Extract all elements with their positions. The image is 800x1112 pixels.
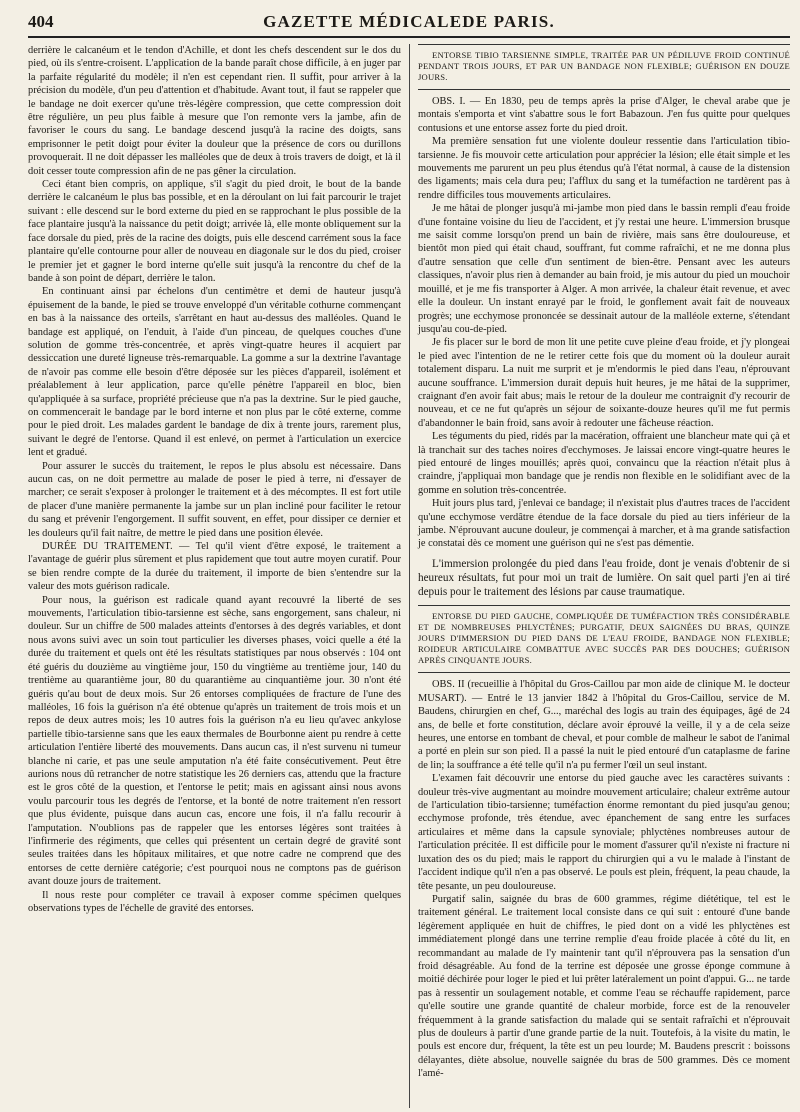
paragraph: Il nous reste pour compléter ce travail à exposer comme spécimen quelques observations types de l'échelle de gravité des entorses. bbox=[28, 889, 401, 914]
case-1-heading: ENTORSE TIBIO TARSIENNE SIMPLE, TRAITÉE PAR UN PÉDILUVE FROID CONTINUÉ PENDANT TROIS JOURS, ET PAR UN BANDAGE NON FLEXIBLE; GUÉRISON EN DOUZE JOURS. bbox=[418, 50, 790, 82]
paragraph: En continuant ainsi par échelons d'un centimètre et demi de hauteur jusqu'à épuisement de la bande, le pied se trouve enveloppé d'un véritable cothurne commençant en bas à la naissance des orteils, s'arrêtant en haut au-dessus des malléoles. Quand le bandage est appliqué, on l'enduit, à l'aide d'un pinceau, de quelques couches d'une solution de gomme très-concentrée, et après vingt-quatre heures il acquiert par dessiccation une dureté ligneuse très-remarquable. La gomme a sur la dextrine l'avantage de n'avoir pas comme elle besoin d'être déposée sur les pièces d'appareil, isolément et préalablement à leur application, parce qu'elle pénètre l'appareil en bloc, bien qu'appliquée à sa surface, propriété précieuse que n'a pas la dextrine. Sur le pied gauche, on commencerait le bandage par le bord interne et non plus par le côté externe, comme pour le pied droit. Les malades gardent le bandage de dix à trente jours, rarement plus, suivant le degré de l'entorse. Quand il est enlevé, on permet à l'articulation un exercice lent et gradué. bbox=[28, 286, 401, 459]
text-columns bbox=[28, 44, 790, 1108]
immersion-paragraph: L'immersion prolongée du pied dans l'eau froide, dont je venais d'obtenir de si heureux résultats, fut pour moi un trait de lumière. On sait quel parti j'en ai tiré depuis pour le traitement des lésions par cause traumatique. bbox=[418, 557, 790, 599]
divider bbox=[418, 605, 790, 606]
page-header bbox=[28, 8, 790, 38]
case-2-heading: ENTORSE DU PIED GAUCHE, COMPLIQUÉE DE TUMÉFACTION TRÈS CONSIDÉRABLE ET DE NOMBREUSES PHLYCTÈNES; PURGATIF, DEUX SAIGNÉES DU BRAS, QUINZE JOURS D'IMMERSION DU PIED DANS DE L'EAU FROIDE, BANDAGE NON FLEXIBLE; ROIDEUR ARTICULAIRE COMBATTUE AVEC SUCCÈS PAR DES DOUCHES; GUÉRISON APRÈS CINQUANTE JOURS. bbox=[418, 611, 790, 666]
section-duree-traitement: DURÉE DU TRAITEMENT. — Tel qu'il vient d'être exposé, le traitement a l'avantage de guérir plus sûrement et plus rapidement que tout autre moyen curatif. Pour se bien rendre compte de la durée du traitement, il importe de bien s'entendre sur la valeur des mots guérison radicale. bbox=[28, 541, 401, 593]
right-column bbox=[409, 44, 790, 1108]
paragraph: Pour assurer le succès du traitement, le repos le plus absolu est nécessaire. Dans aucun cas, on ne doit permettre au malade de poser le pied à terre, ni d'essayer de marcher; ce serait s'exposer à prolonger le traitement et à des mécomptes. Il est fort utile de placer d'une manière permanente la jambe sur un plan incliné pour faciliter le retour du sang et prévenir l'engorgement. Il suffit souvent, en effet, pour dissiper ce dernier et les douleurs qu'il fait naître, de mettre le pied dans une position élevée. bbox=[28, 460, 401, 539]
paragraph: derrière le calcanéum et le tendon d'Achille, et dont les chefs descendent sur le dos du pied, où ils s'entre-croisent. L'application de la bande paraît chose difficile, à en juger par la parfaite régularité du modèle; il n'en est cependant rien. Il suffit, pour arriver à la précision du modèle, d'un peu d'attention et d'habitude. Avant tout, il faut se rappeler que le bandage ne doit exercer qu'une très-légère compression, que cette compression doit être régulière, un peu plus faible à mesure que l'on remonte vers la jambe, afin de favoriser le cours du sang. Le bandage descend jusqu'à la racine des doigts, sans emprisonner le petit doigt pour éviter la douleur que la présence de cors ou durillons provoquerait. Il ne doit dépasser les malléoles que de deux à trois travers de doigt, et là il doit cesser toute compression afin de ne pas gêner la circulation. bbox=[28, 45, 401, 177]
paragraph: Ceci étant bien compris, on applique, s'il s'agit du pied droit, le bout de la bande derrière le calcanéum le plus bas possible, et en la déroulant on lui fait parcourir le trajet suivant : elle descend sur le bord externe du pied en se rapprochant le plus possible de la face plantaire jusqu'à la naissance du petit doigt; arrivée là, elle monte obliquement sur la face dorsale du pied, près de la racine des doigts, puis elle descend carrément sous la face plantaire qu'elle contourne pour aller de nouveau en diagonale sur le dos du pied, croiser le premier jet et gagner le bord interne qu'elle suit jusqu'à la rencontre du chef de la bande à son point de départ, derrière le talon. bbox=[28, 179, 401, 284]
paragraph: Huit jours plus tard, j'enlevai ce bandage; il n'existait plus d'autres traces de l'accident qu'une ecchymose verdâtre étendue de la face dorsale du pied au tiers inférieur de la jambe. N'éprouvant aucune douleur, je commençai à marcher, et à ma grande satisfaction je constatai dès ce moment une guérison qui ne s'est pas démentie. bbox=[418, 498, 790, 550]
left-column bbox=[28, 44, 409, 1108]
paragraph: Je me hâtai de plonger jusqu'à mi-jambe mon pied dans le bassin rempli d'eau froide d'une fontaine voisine du lieu de l'accident, et j'y restai une heure. L'immersion brusque me saisit comme lorsqu'on prend un bain de rivière, mais sans être douloureuse, et bientôt mon pied qui était chaud, souffrant, fut comme rafraîchi, et ne me donna plus d'autre sensation que celle d'un sentiment de bien-être. Pensant avec les auteurs classiques, n'avoir plus rien à demander au bain froid, je mis autour du pied un mouchoir mouillé, et je me fis transporter à Alger. A mon arrivée, la chaleur était revenue, et avec elle la douleur. Un instant enrayé par le froid, le gonflement avait fait de nouveaux progrès; une ecchymose prononcée se dessinait autour de la malléole externe, s'étendant jusqu'au cou-de-pied. bbox=[418, 203, 790, 335]
divider bbox=[418, 672, 790, 673]
paragraph: Pour nous, la guérison est radicale quand ayant recouvré la liberté de ses mouvements, l'articulation tibio-tarsienne est sèche, sans engorgement, sans chaleur, ni douleur. Sur un chiffre de 500 malades atteints d'entorses à des degrés variables, et dont nous avons suivi avec un soin tout particulier les diverses phases, voici quelle a été la durée du traitement et quels ont été les résultats statistiques par nous observés : 104 ont été guéris du douzième au vingtième jour, 150 du vingtième au trentième jour, 140 du trentième au quarantième jour, 80 du quarantième au cinquantième jour. 30 n'ont été guéris qu'au bout de deux mois. Sur 26 entorses compliquées de fracture de l'une des malléoles, 16 fois la guérison n'a été obtenue qu'après un traitement de trois mois et un repos de deux autres mois; les 10 autres fois la guérison n'a eu lieu qu'avec ankylose partielle tibio-tarsienne sans que les eaux thermales de Bourbonne aient pu rendre à cette articulation l'entière liberté des mouvements. Dans aucun cas, il n'est survenu ni tumeur blanche ni carie, et pas une seule amputation n'a été faite consécutivement. Peut être aurions nous dû retrancher de notre statistique les 26 derniers cas, attendu que la fracture est le gros côté de la question, et l'entorse le petit; mais en agissant ainsi nous avons voulu parcourir tous les degrés de l'entorse, et la bonté de notre traitement n'en ressort que plus évidente, puisque dans aucun cas, encore une fois, il n'a fallu recourir à l'amputation. N'oublions pas de rappeler que les entorses légères sont traitées à l'infirmerie des régiments, que celles qui présentent un certain degré de gravité sont seules traitées dans les hôpitaux militaires, et que notre cadre ne comprend que des entorses de cette dernière catégorie; c'est pourquoi nous ne comptons pas de guérison avant douze jours de traitement. bbox=[28, 594, 401, 888]
paragraph: Les téguments du pied, ridés par la macération, offraient une blancheur mate qui çà et là tranchait sur des taches noires d'ecchymoses. Je laissai encore vingt-quatre heures le pied entouré de linges mouillés; après quoi, convaincu que la réaction n'était plus à craindre, j'appliquai mon bandage que je rendis non flexible en le solidifiant avec de la gomme en solution très-concentrée. bbox=[418, 431, 790, 496]
running-title: GAZETTE MÉDICALEDE PARIS. bbox=[263, 12, 555, 31]
paragraph: Je fis placer sur le bord de mon lit une petite cuve pleine d'eau froide, et j'y plongeai le pied avec l'intention de ne le retirer cette fois que du moment où la douleur aurait totalement disparu. La nuit me surprit et je m'endormis le pied dans l'eau, n'éprouvant aucune souffrance. L'immersion durait depuis huit heures, je me hâtai de la supprimer, craignant d'en avoir fait abus; mais le retour de la douleur me contraignit d'y recourir de nouveau, et ce ne fut qu'après un séjour de soixante-douze heures qu'il me fut permis d'abandonner le bain froid, sans avoir à redouter une fâcheuse réaction. bbox=[418, 337, 790, 429]
page-number: 404 bbox=[28, 12, 54, 31]
divider bbox=[418, 44, 790, 45]
paragraph: Ma première sensation fut une violente douleur ressentie dans l'articulation tibio-tarsienne. Je fis mouvoir cette articulation pour apprécier la lésion; elle était simple et les mouvements me parurent un peu plus étendus qu'à l'état normal, à cause de la distension des ligaments; mais cela dura peu; l'afflux du sang et la tuméfaction ne tardèrent pas à rendre difficiles tous mouvements articulaires. bbox=[418, 136, 790, 201]
divider bbox=[418, 89, 790, 90]
paragraph: L'examen fait découvrir une entorse du pied gauche avec les caractères suivants : douleur très-vive augmentant au moindre mouvement articulaire; chaleur extrême autour de l'articulation tibio-tarsienne; tuméfaction énorme remontant du pied jusqu'au genou; ecchymose profonde, très étendue, avec épanchement de sang entre les surfaces articulaires et même dans la capsule synoviale; phlyctènes nombreuses autour de l'articulation précitée. Il est difficile pour le moment d'assurer qu'il n'existe ni fracture ni luxation des os du pied; mais le rapport du chirurgien qui a vu le malade à l'instant de l'accident indique qu'il n'en a pas observé. Le pouls est plein, fréquent, la peau chaude, la tête pesante, un peu douloureuse. bbox=[418, 773, 790, 892]
paragraph: Purgatif salin, saignée du bras de 600 grammes, régime diététique, tel est le traitement général. Le traitement local consiste dans ce qui suit : entouré d'une bande légèrement appliquée en huit de chiffres, le pied dont on a vidé les phlyctènes est immédiatement plongé dans une terrine remplie d'eau froide placée à côté du lit, en recommandant au malade de l'y maintenir tant qu'il n'éprouvera pas la sensation d'un froid désagréable. Au fond de la terrine est déposée une grosse éponge commune à moitié déchirée pour loger le pied et lui prêter latéralement un point d'appui. G... ne tarde pas à ressentir un soulagement notable, et comme l'eau se réchauffe rapidement, parce qu'elle soutire une grande quantité de chaleur morbide, force est de la renouveler fréquemment à la grande satisfaction du malade qui se sentait rafraîchi et n'éprouvait plus de douleurs à partir d'une grande partie de la nuit. Toutefois, à la visite du matin, le pouls est encore dur, fréquent, la tête est un peu lourde; M. Baudens prescrit : boissons délayantes, diète absolue, nouvelle saignée du bras de 500 grammes. Dès ce moment l'amé- bbox=[418, 893, 790, 1080]
observation-1: OBS. I. — En 1830, peu de temps après la prise d'Alger, le cheval arabe que je montais s'emporta et vint s'abattre sous le fort Babazoun. J'en fus quitte pour quelques contusions et une entorse assez forte du pied droit. bbox=[418, 96, 790, 134]
observation-2: OBS. II (recueillie à l'hôpital du Gros-Caillou par mon aide de clinique M. le docteur MUSART). — Entré le 13 janvier 1842 à l'hôpital du Gros-Caillou, service de M. Baudens, chirurgien en chef, G..., maréchal des logis au train des équipages, âgé de 24 ans, de belle et forte constitution, déclare avoir éprouvé la veille, il y a de cela seize heures, une entorse en tombant de cheval, et pour comble de malheur le sabot de l'animal a porté en plein sur son pied. Il a passé la nuit le pied entouré d'un cataplasme de farine de lin; la souffrance a été telle qu'il n'a pu fermer l'œil un seul instant. bbox=[418, 679, 790, 771]
